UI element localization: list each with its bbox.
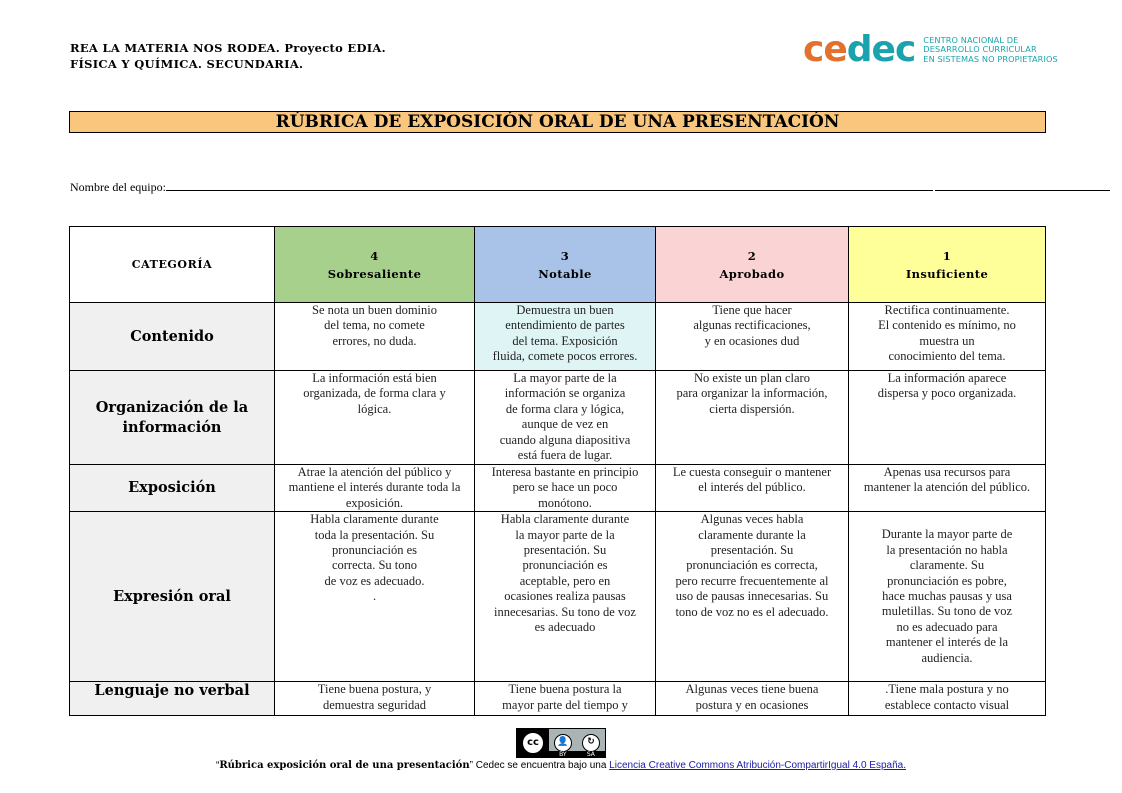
document-header xyxy=(70,40,386,72)
header-line-2: FÍSICA Y QUÍMICA. SECUNDARIA. xyxy=(70,57,304,71)
criteria-cell: Se nota un buen dominio del tema, no comete errores, no duda. xyxy=(275,303,475,371)
criteria-cell: Algunas veces tiene buena postura y en ocasiones xyxy=(656,682,849,716)
table-row xyxy=(70,465,1046,512)
header-row xyxy=(70,227,1046,303)
footer xyxy=(0,728,1122,771)
category-lenguaje-no-verbal: Lenguaje no verbal xyxy=(70,682,275,716)
share-alike-icon: ↻ xyxy=(582,734,600,752)
criteria-cell: Demuestra un buen entendimiento de partes del tema. Exposición fluida, comete pocos errores. xyxy=(475,303,656,371)
rubric-table xyxy=(69,226,1046,716)
category-expresion-oral: Expresión oral xyxy=(70,512,275,682)
by-label: BY xyxy=(559,751,567,758)
criteria-cell: Algunas veces habla claramente durante la presentación. Su pronunciación es correcta, pero recurre frecuentemente al uso de pausas innecesarias. Su tono de voz no es el adecuado. xyxy=(656,512,849,682)
criteria-cell: .Tiene mala postura y no establece contacto visual xyxy=(849,682,1046,716)
criteria-cell: Durante la mayor parte de la presentación no habla claramente. Su pronunciación es pobre, hace muchas pausas y usa muletillas. Su tono de voz no es adecuado para mantener el interés de la audiencia. xyxy=(849,512,1046,682)
license-line: “Rúbrica exposición oral de una presentación” Cedec se encuentra bajo una Licencia Creative Commons Atribución-CompartirIgual 4.0 España. xyxy=(216,760,906,771)
page-title: RÚBRICA DE EXPOSICIÓN ORAL DE UNA PRESENTACIÓN xyxy=(69,111,1046,133)
criteria-cell: Tiene que hacer algunas rectificaciones, y en ocasiones dud xyxy=(656,303,849,371)
team-name-blank[interactable] xyxy=(166,181,933,191)
criteria-cell: Tiene buena postura la mayor parte del tiempo y xyxy=(475,682,656,716)
table-row xyxy=(70,512,1046,682)
level-header-1: 1 Insuficiente xyxy=(849,227,1046,303)
level-header-2: 2 Aprobado xyxy=(656,227,849,303)
table-row xyxy=(70,371,1046,465)
category-organizacion: Organización de la información xyxy=(70,371,275,465)
logo-subtitle: CENTRO NACIONAL DE DESARROLLO CURRICULAR EN SISTEMAS NO PROPIETARIOS xyxy=(923,34,1058,64)
criteria-cell: Habla claramente durante la mayor parte de la presentación. Su pronunciación es aceptable, pero en ocasiones realiza pausas innecesarias. Su tono de voz es adecuado xyxy=(475,512,656,682)
table-row xyxy=(70,303,1046,371)
criteria-cell: La mayor parte de la información se organiza de forma clara y lógica, aunque de vez en cuando alguna diapositiva está fuera de lugar. xyxy=(475,371,656,465)
logo-letter-c: c xyxy=(803,29,824,70)
team-name-field[interactable] xyxy=(70,180,1110,195)
document-title-ref: Rúbrica exposición oral de una presentación xyxy=(219,760,470,771)
table-row xyxy=(70,682,1046,716)
criteria-cell: Le cuesta conseguir o mantener el interés del público. xyxy=(656,465,849,512)
sa-label: SA xyxy=(586,751,595,758)
category-exposicion: Exposición xyxy=(70,465,275,512)
level-header-3: 3 Notable xyxy=(475,227,656,303)
license-link[interactable]: Licencia Creative Commons Atribución-CompartirIgual 4.0 España. xyxy=(609,760,906,771)
criteria-cell: Interesa bastante en principio pero se hace un poco monótono. xyxy=(475,465,656,512)
criteria-cell: Rectifica continuamente. El contenido es mínimo, no muestra un conocimiento del tema. xyxy=(849,303,1046,371)
cedec-logo xyxy=(803,30,1058,70)
team-name-label: Nombre del equipo: xyxy=(70,180,166,194)
cc-by-sa-badge[interactable] xyxy=(516,728,606,758)
criteria-cell: Atrae la atención del público y mantiene el interés durante toda la exposición. xyxy=(275,465,475,512)
cc-icon: cc xyxy=(522,732,544,754)
level-header-4: 4 Sobresaliente xyxy=(275,227,475,303)
criteria-cell: Apenas usa recursos para mantener la atención del público. xyxy=(849,465,1046,512)
logo-letter-e: e xyxy=(823,29,847,70)
attribution-icon: 👤 xyxy=(554,734,572,752)
license-middle-text: Cedec se encuentra bajo una xyxy=(472,760,610,771)
category-contenido: Contenido xyxy=(70,303,275,371)
criteria-cell: Habla claramente durante toda la presentación. Su pronunciación es correcta. Su tono de voz es adecuado. . xyxy=(275,512,475,682)
criteria-cell: Tiene buena postura, y demuestra seguridad xyxy=(275,682,475,716)
category-header: CATEGORÍA xyxy=(70,227,275,303)
criteria-cell: No existe un plan claro para organizar la información, cierta dispersión. xyxy=(656,371,849,465)
criteria-cell: La información aparece dispersa y poco organizada. xyxy=(849,371,1046,465)
header-line-1: REA LA MATERIA NOS RODEA. Proyecto EDIA. xyxy=(70,41,386,55)
criteria-cell: La información está bien organizada, de forma clara y lógica. xyxy=(275,371,475,465)
logo-letters-dec: dec xyxy=(846,29,916,70)
